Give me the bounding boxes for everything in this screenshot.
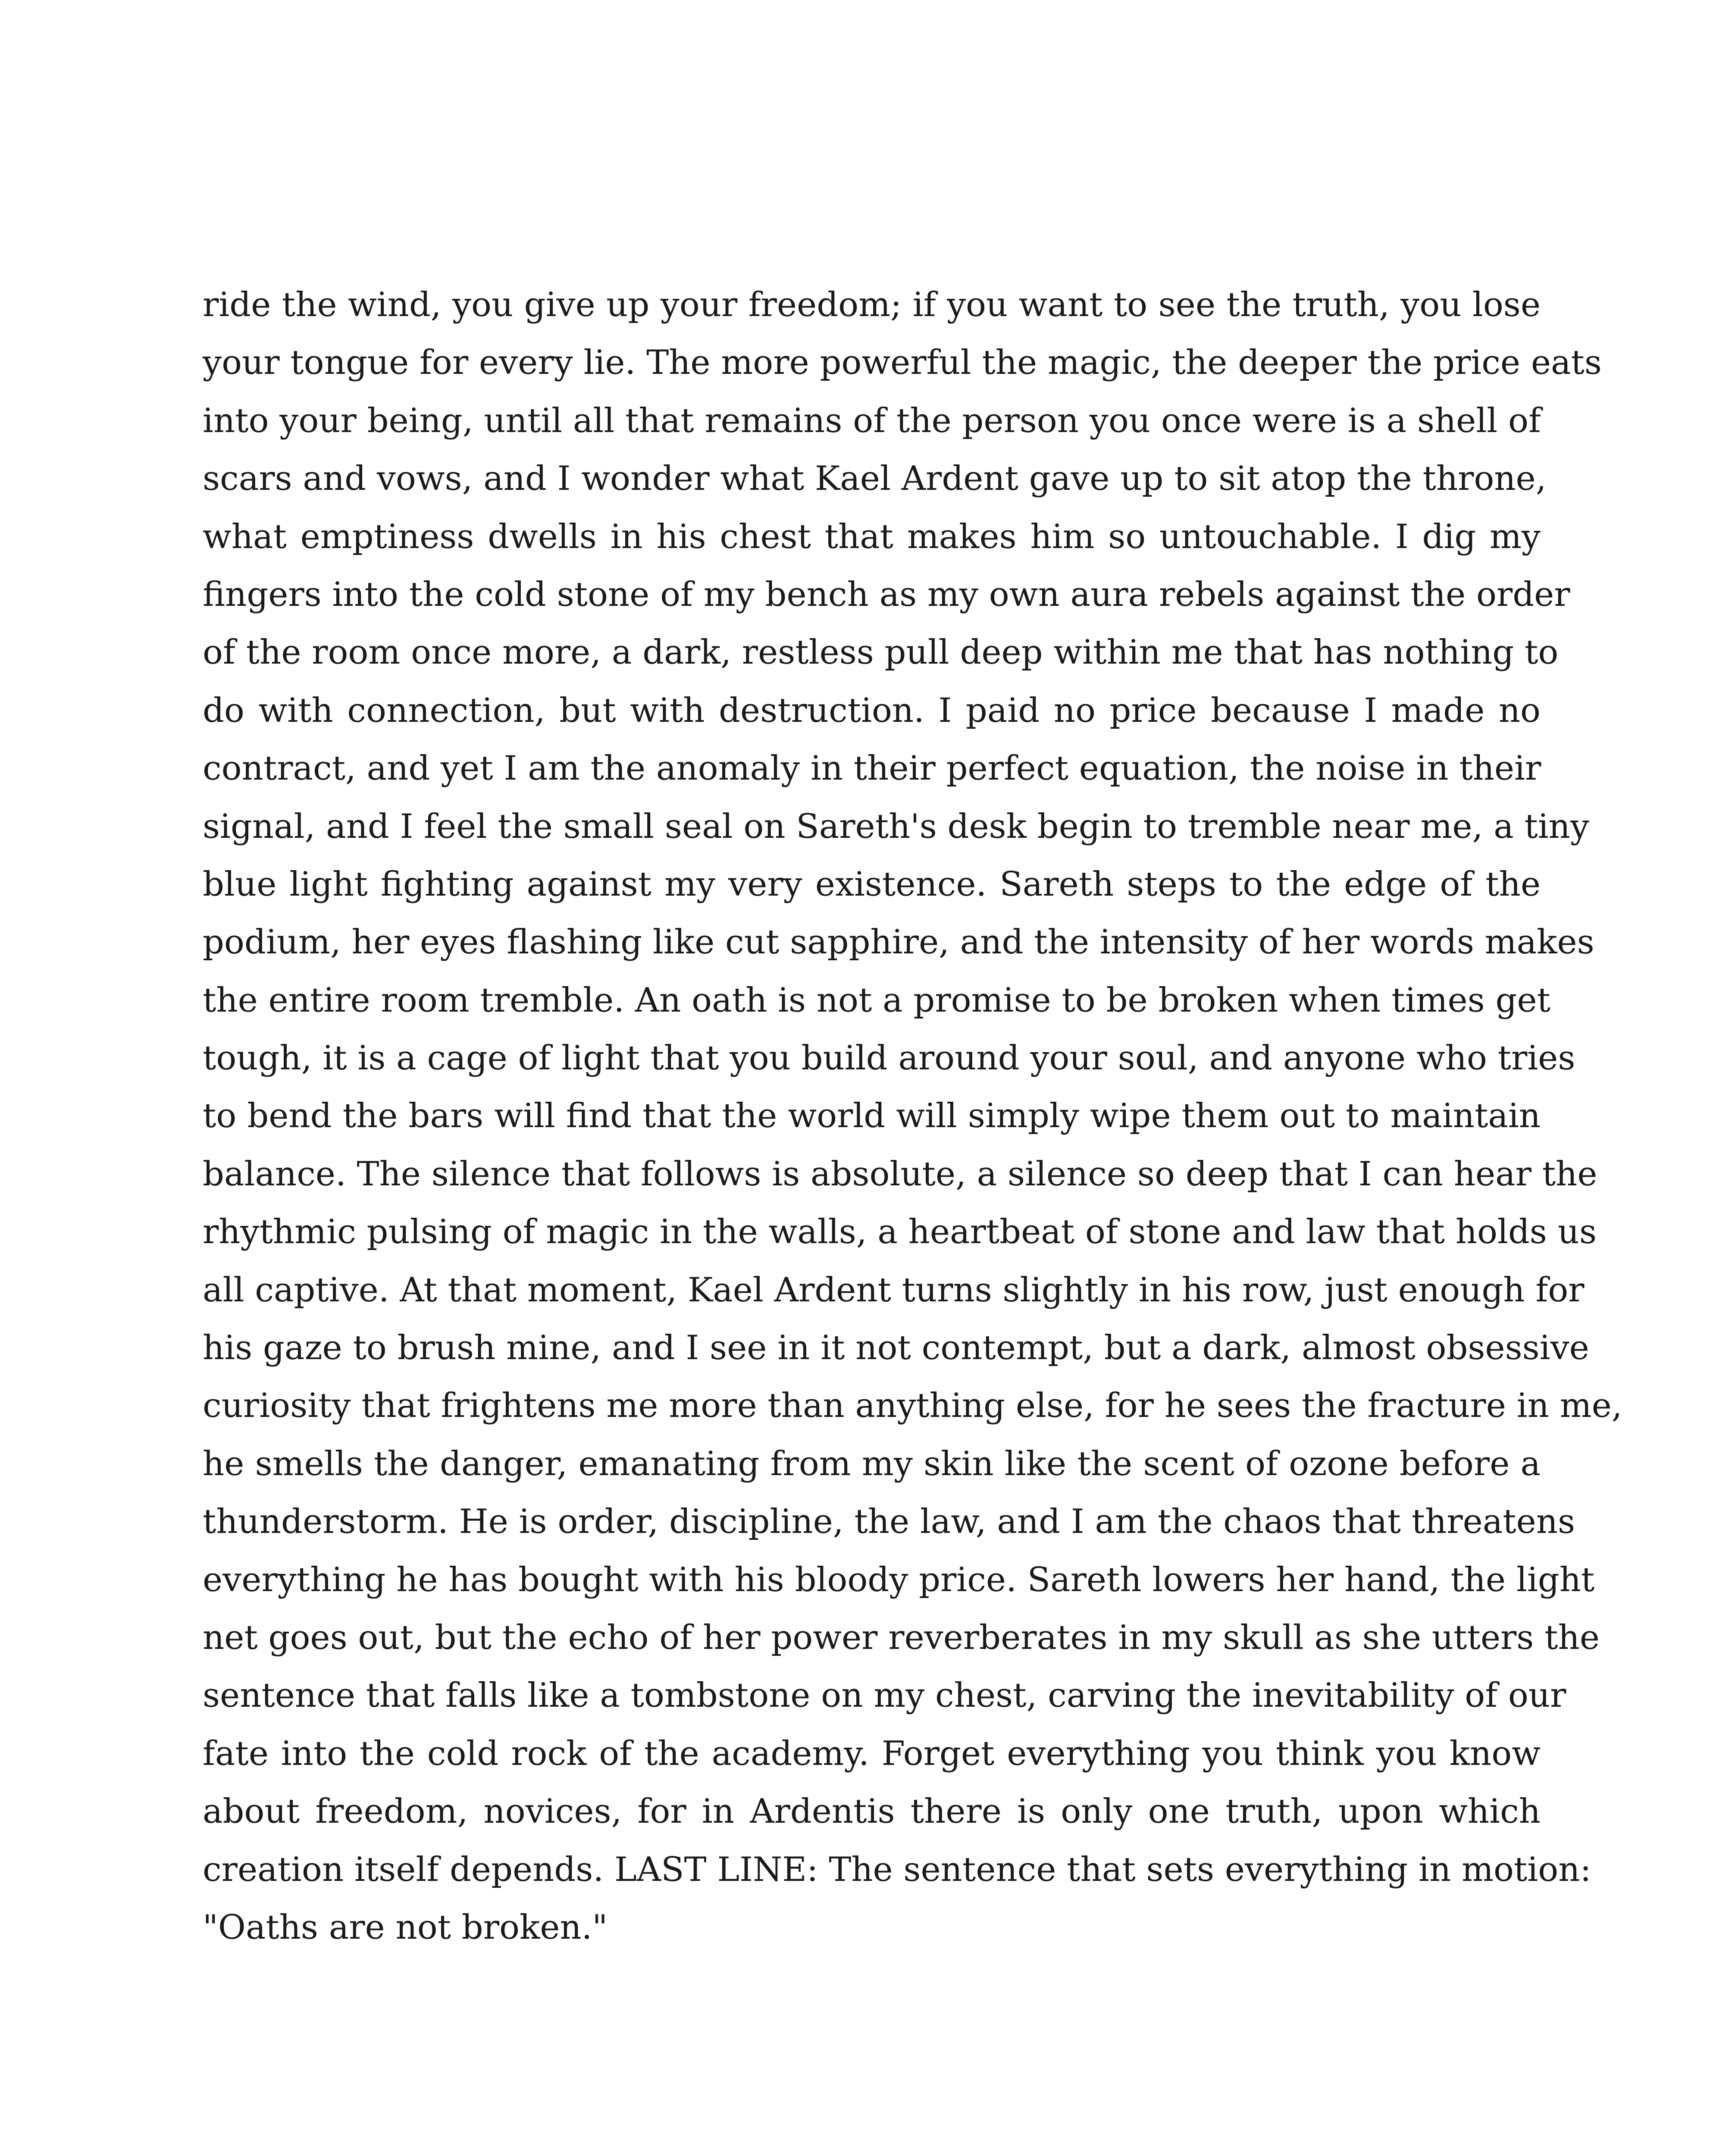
text-line: his gaze to brush mine, and I see in it not contempt, but a dark, almost obsessive xyxy=(203,1329,1589,1368)
text-line: blue light fighting against my very existence. Sareth steps to the edge of the xyxy=(203,865,1541,904)
text-line: contract, and yet I am the anomaly in their perfect equation, the noise in their xyxy=(203,749,1541,788)
text-line: of the room once more, a dark, restless pull deep within me that has nothing to xyxy=(203,633,1559,672)
text-line: podium, her eyes flashing like cut sapphire, and the intensity of her words makes xyxy=(203,923,1594,962)
text-line: creation itself depends. LAST LINE: The sentence that sets everything in motion: xyxy=(203,1850,1591,1889)
text-line: into your being, until all that remains of the person you once were is a shell of xyxy=(203,401,1541,440)
text-line: all captive. At that moment, Kael Ardent turns slightly in his row, just enough for xyxy=(203,1270,1585,1310)
text-line: everything he has bought with his bloody price. Sareth lowers her hand, the light xyxy=(203,1560,1595,1599)
text-line: about freedom, novices, for in Ardentis there is only one truth, upon which xyxy=(203,1792,1541,1831)
text-line: what emptiness dwells in his chest that makes him so untouchable. I dig my xyxy=(203,517,1541,556)
text-line: signal, and I feel the small seal on Sareth's desk begin to tremble near me, a tiny xyxy=(203,807,1589,846)
text-line: to bend the bars will find that the world will simply wipe them out to maintain xyxy=(203,1097,1541,1136)
text-line: the entire room tremble. An oath is not a promise to be broken when times get xyxy=(203,981,1550,1020)
body-text xyxy=(203,276,1622,1956)
text-line: thunderstorm. He is order, discipline, the law, and I am the chaos that threatens xyxy=(203,1502,1575,1542)
text-line: balance. The silence that follows is absolute, a silence so deep that I can hear the xyxy=(203,1154,1597,1194)
text-line: ride the wind, you give up your freedom; if you want to see the truth, you lose xyxy=(203,285,1541,324)
text-line: fate into the cold rock of the academy. Forget everything you think you know xyxy=(203,1734,1541,1773)
text-line: rhythmic pulsing of magic in the walls, a heartbeat of stone and law that holds us xyxy=(203,1213,1597,1252)
text-line: scars and vows, and I wonder what Kael Ardent gave up to sit atop the throne, xyxy=(203,459,1547,498)
text-line: curiosity that frightens me more than anything else, for he sees the fracture in me, xyxy=(203,1386,1622,1426)
text-line: fingers into the cold stone of my bench as my own aura rebels against the order xyxy=(203,575,1570,614)
text-line: sentence that falls like a tombstone on my chest, carving the inevitability of our xyxy=(203,1676,1566,1715)
text-line-last: "Oaths are not broken." xyxy=(203,1908,608,1947)
text-line: your tongue for every lie. The more powerful the magic, the deeper the price eats xyxy=(203,343,1602,382)
text-line: tough, it is a cage of light that you build around your soul, and anyone who tries xyxy=(203,1039,1575,1078)
text-line: he smells the danger, emanating from my skin like the scent of ozone before a xyxy=(203,1444,1541,1483)
text-line: do with connection, but with destruction. I paid no price because I made no xyxy=(203,691,1541,730)
text-line: net goes out, but the echo of her power reverberates in my skull as she utters the xyxy=(203,1618,1600,1657)
